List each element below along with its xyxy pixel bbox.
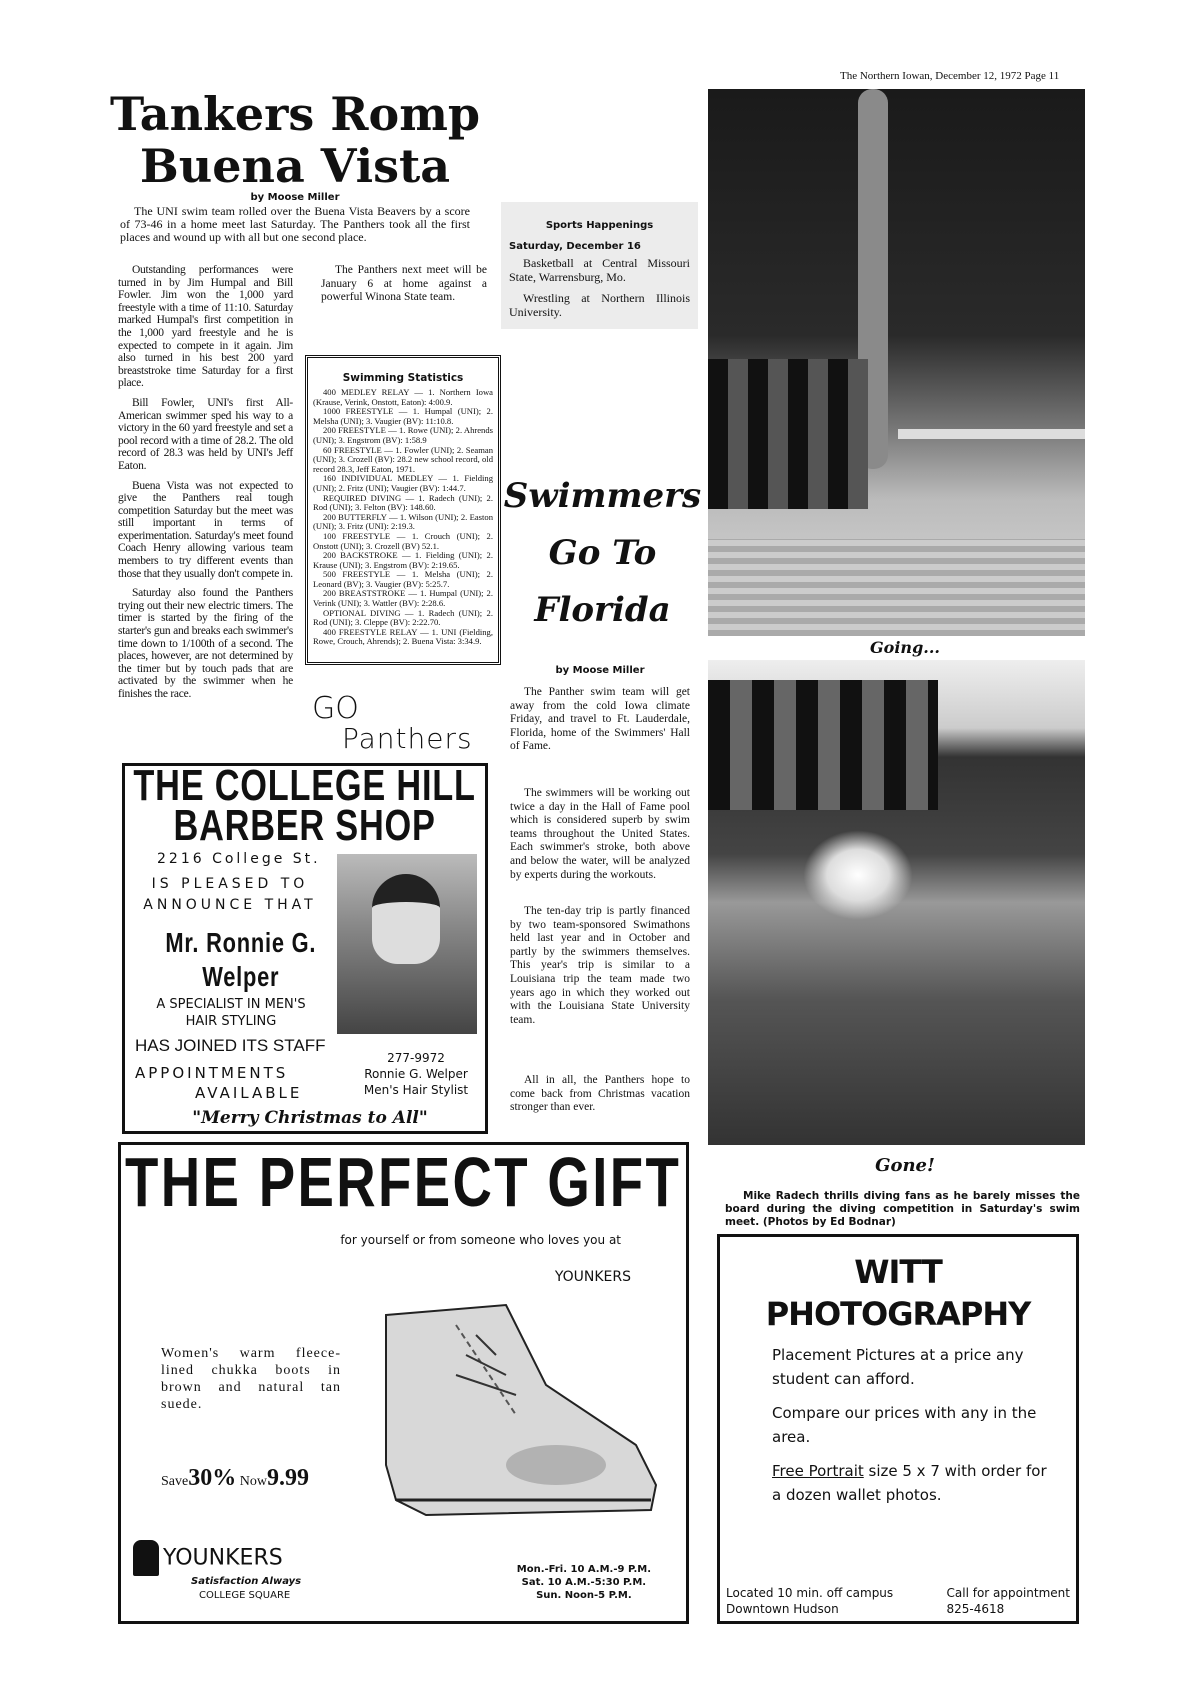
save-percent: 30% bbox=[188, 1465, 237, 1491]
witt-location bbox=[726, 1585, 893, 1617]
location-line: Downtown Hudson bbox=[726, 1602, 839, 1616]
barber-name bbox=[155, 926, 327, 994]
hours-line: Mon.-Fri. 10 A.M.-9 P.M. bbox=[516, 1564, 651, 1575]
specialist-line: A SPECIALIST IN MEN'S bbox=[156, 997, 306, 1012]
paragraph: Outstanding performances were turned in by Jim Humpal and Bill Fowler. Jim won the 1,000 yard freestyle with a time of 11:10. Saturday marked Humpal's first competition in the 1,000 yard freestyle and he is expected to compete in it again. Jim also turned in his best 200 yard breaststroke time Saturday for a first place. bbox=[118, 264, 293, 390]
younkers-price bbox=[161, 1465, 309, 1492]
save-label: Save bbox=[161, 1474, 189, 1489]
free-portrait-details: size 5 x 7 with order for a dozen wallet photos. bbox=[772, 1462, 1047, 1504]
happenings-date: Saturday, December 16 bbox=[509, 241, 641, 252]
hours-line: Sat. 10 A.M.-5:30 P.M. bbox=[521, 1577, 647, 1588]
announce-line: ANNOUNCE THAT bbox=[143, 897, 317, 913]
location-line: Located 10 min. off campus bbox=[726, 1586, 894, 1600]
splash bbox=[803, 830, 913, 920]
portrait-head bbox=[372, 874, 440, 964]
witt-line: Placement Pictures at a price any student can afford. bbox=[772, 1346, 1024, 1388]
stats-line: 200 FREESTYLE — 1. Rowe (UNI); 2. Ahrends (UNI); 3. Engstrom (BV): 1:58.9 bbox=[313, 425, 493, 445]
spectators bbox=[708, 680, 938, 810]
barber-joined: HAS JOINED ITS STAFF bbox=[135, 1036, 326, 1055]
go-text: GO bbox=[312, 691, 359, 726]
younkers-title: THE PERFECT GIFT bbox=[125, 1143, 682, 1221]
headline-line: Buena Vista bbox=[139, 139, 451, 193]
stats-line: 400 FREESTYLE RELAY — 1. UNI (Fielding, Rowe, Crouch, Ahrends); 2. Buena Vista: 3:34.9. bbox=[313, 626, 493, 647]
stats-line: 200 BREASTSTROKE — 1. Humpal (UNI); 2. Verink (UNI); 3. Wattler (BV): 2:28.6. bbox=[313, 588, 493, 609]
witt-photography-ad bbox=[717, 1234, 1079, 1624]
younkers-subtitle: for yourself or from someone who loves you at bbox=[340, 1233, 621, 1247]
stylist-line: Ronnie G. Welper bbox=[364, 1067, 468, 1081]
specialist-line: HAIR STYLING bbox=[185, 1014, 277, 1029]
chukka-boot-illustration bbox=[356, 1295, 666, 1525]
barber-phone: 277-9972 bbox=[387, 1051, 445, 1065]
younkers-logo bbox=[133, 1540, 301, 1601]
spectators bbox=[708, 359, 868, 509]
stats-line: 1000 FREESTYLE — 1. Humpal (UNI); 2. Melsha (UNI); 3. Vaugier (BV): 11:10.8. bbox=[313, 406, 493, 426]
barber-specialist bbox=[133, 996, 329, 1030]
now-label: Now bbox=[239, 1474, 267, 1489]
barber-appointments bbox=[135, 1063, 302, 1103]
stats-line: 200 BUTTERFLY — 1. Wilson (UNI); 2. Easton (UNI); 3. Fritz (UNI): 2:19.3. bbox=[313, 511, 493, 532]
stats-line: 100 FREESTYLE — 1. Crouch (UNI); 2. Onstott (UNI); 3. Crozell (BV) 52.1. bbox=[313, 530, 493, 551]
diver-photo-going bbox=[708, 89, 1085, 636]
photo-label-gone: Gone! bbox=[875, 1155, 935, 1176]
diver-photo-gone bbox=[708, 660, 1085, 1145]
barber-shop-ad bbox=[122, 763, 488, 1134]
title-line: BARBER SHOP bbox=[173, 801, 436, 850]
announce-line: IS PLEASED TO bbox=[151, 876, 309, 892]
panthers-text: Panthers bbox=[342, 722, 473, 755]
stats-line: 160 INDIVIDUAL MEDLEY — 1. Fielding (UNI); 2. Fritz (UNI); Vaugier (BV): 1:44.7. bbox=[313, 473, 493, 493]
younkers-hours bbox=[517, 1563, 651, 1602]
younkers-description: Women's warm fleece-lined chukka boots in brown and natural tan suede. bbox=[161, 1346, 341, 1412]
florida-para: All in all, the Panthers hope to come back from Christmas vacation stronger than ever. bbox=[510, 1074, 690, 1114]
headline-line: Florida bbox=[534, 590, 671, 630]
stats-lines bbox=[313, 388, 493, 647]
headline-line: Tankers Romp bbox=[109, 87, 481, 141]
article-column-1 bbox=[118, 264, 293, 708]
paragraph: Bill Fowler, UNI's first All-American swimmer sped his way to a victory in the 60 yard freestyle and set a pool record with a time of 28.2. The old record of 28.3 was held by UNI's Jeff Eaton. bbox=[118, 396, 293, 472]
call-line: Call for appointment bbox=[946, 1586, 1070, 1600]
pool-deck bbox=[708, 539, 1085, 636]
happenings-item: Wrestling at Northern Illinois University. bbox=[509, 291, 690, 319]
byline: by Moose Miller bbox=[250, 192, 340, 203]
witt-line: Compare our prices with any in the area. bbox=[772, 1404, 1037, 1446]
article-column-2: The Panthers next meet will be January 6 at home against a powerful Winona State team. bbox=[321, 264, 487, 304]
younkers-location: COLLEGE SQUARE bbox=[199, 1590, 291, 1601]
florida-para: The swimmers will be working out twice a day in the Hall of Fame pool which is considered superb by swim teams throughout the United States. Each swimmer's stroke, both above and below the water, will be analyzed by experts during the workouts. bbox=[510, 787, 690, 881]
barber-phone-block bbox=[347, 1050, 485, 1098]
headline-line: Go To bbox=[548, 533, 657, 573]
article-intro: The UNI swim team rolled over the Buena Vista Beavers by a score of 73-46 in a home meet last Saturday. The Panthers took all the first places and wound up with all but one second place. bbox=[120, 204, 470, 244]
younkers-tagline: Satisfaction Always bbox=[191, 1576, 302, 1587]
stats-title: Swimming Statistics bbox=[342, 372, 464, 384]
paragraph: Saturday also found the Panthers trying out their new electric timers. The timer is started by the firing of the starter's gun and breaks each swimmer's time down to 1/100th of a second. The places, however, are not determined by the timer but by touch pads that are activated by the swimmer when he finishes the race. bbox=[118, 587, 293, 700]
witt-body bbox=[720, 1343, 1076, 1507]
florida-byline: by Moose Miller bbox=[555, 665, 645, 676]
witt-free-portrait bbox=[772, 1459, 1050, 1507]
stats-line: 60 FREESTYLE — 1. Fowler (UNI); 2. Seaman (UNI); 3. Crozell (BV): 28.2 new school record, old record 28.3, Jeff Eaton, 1971. bbox=[313, 444, 493, 474]
title-line: PHOTOGRAPHY bbox=[765, 1295, 1031, 1333]
barber-announce bbox=[140, 874, 320, 916]
appointments-line: APPOINTMENTS bbox=[135, 1064, 289, 1082]
barber-title bbox=[133, 761, 476, 850]
hours-line: Sun. Noon-5 P.M. bbox=[536, 1590, 632, 1601]
stats-line: REQUIRED DIVING — 1. Radech (UNI); 2. Rod (UNI); 3. Felton (BV): 148.60. bbox=[313, 492, 493, 513]
florida-para: The ten-day trip is partly financed by two team-sponsored Swimathons held last year and in October and partly by the swimmers themselves. This year's trip is similar to a Louisiana trip the team made two years ago in which they worked out with the Louisiana State University team. bbox=[510, 905, 690, 1026]
diving-board bbox=[898, 429, 1085, 439]
barber-address: 2216 College St. bbox=[157, 851, 321, 867]
florida-headline bbox=[500, 468, 705, 639]
name-line: Mr. Ronnie G. bbox=[165, 927, 317, 958]
price: 9.99 bbox=[266, 1465, 309, 1491]
photo-caption: Mike Radech thrills diving fans as he barely misses the board during the diving competition in Saturday's swim meet. (Photos by Ed Bodnar) bbox=[725, 1190, 1080, 1228]
boot-icon bbox=[356, 1295, 666, 1525]
younkers-bird-icon bbox=[133, 1540, 159, 1576]
name-line: Welper bbox=[202, 961, 280, 992]
sports-happenings-box bbox=[501, 202, 698, 329]
stats-line: 400 MEDLEY RELAY — 1. Northern Iowa (Krause, Verink, Onstott, Eaton): 4:00.9. bbox=[313, 387, 493, 407]
witt-title bbox=[720, 1251, 1076, 1335]
title-line: WITT bbox=[854, 1253, 942, 1291]
barber-greeting: "Merry Christmas to All" bbox=[192, 1108, 428, 1128]
florida-para: The Panther swim team will get away from the cold Iowa climate Friday, and travel to Ft. Lauderdale, Florida, home of the Swimmers' Hall of Fame. bbox=[510, 686, 690, 753]
stylist-line: Men's Hair Stylist bbox=[363, 1083, 469, 1097]
younkers-store: YOUNKERS bbox=[554, 1269, 631, 1285]
witt-call bbox=[947, 1585, 1071, 1617]
happenings-item: Basketball at Central Missouri State, Warrensburg, Mo. bbox=[509, 256, 690, 284]
barber-photo bbox=[337, 854, 477, 1034]
paragraph: Buena Vista was not expected to give the Panthers real tough competition Saturday but the meet was still important in terms of experimentation. Saturday's meet found Coach Henry allowing various team members to try different events than those that they usually don't compete in. bbox=[118, 479, 293, 580]
stats-line: 500 FREESTYLE — 1. Melsha (UNI); 2. Leonard (BV); 3. Vaugier (BV): 5:25.7. bbox=[313, 569, 493, 589]
main-headline bbox=[95, 88, 495, 192]
go-panthers-handwriting bbox=[312, 691, 473, 755]
stats-line: 200 BACKSTROKE — 1. Fielding (UNI); 2. Krause (UNI); 3. Engstrom (BV): 2:19.65. bbox=[313, 550, 493, 570]
younkers-ad bbox=[118, 1142, 689, 1624]
page-header: The Northern Iowan, December 12, 1972 Page 11 bbox=[840, 70, 1060, 82]
swimming-statistics-box bbox=[305, 355, 501, 665]
title-line: THE COLLEGE HILL bbox=[133, 761, 476, 810]
stats-line: OPTIONAL DIVING — 1. Radech (UNI); 2. Rod (UNI); 3. Cleppe (BV): 2:22.70. bbox=[313, 607, 493, 628]
free-portrait: Free Portrait bbox=[772, 1462, 864, 1480]
headline-line: Swimmers bbox=[503, 476, 702, 516]
happenings-title: Sports Happenings bbox=[545, 220, 654, 231]
photo-label-going: Going... bbox=[870, 638, 940, 657]
younkers-logo-text: YOUNKERS bbox=[163, 1545, 283, 1571]
appointments-line: AVAILABLE bbox=[195, 1084, 303, 1102]
witt-phone: 825-4618 bbox=[946, 1602, 1005, 1616]
